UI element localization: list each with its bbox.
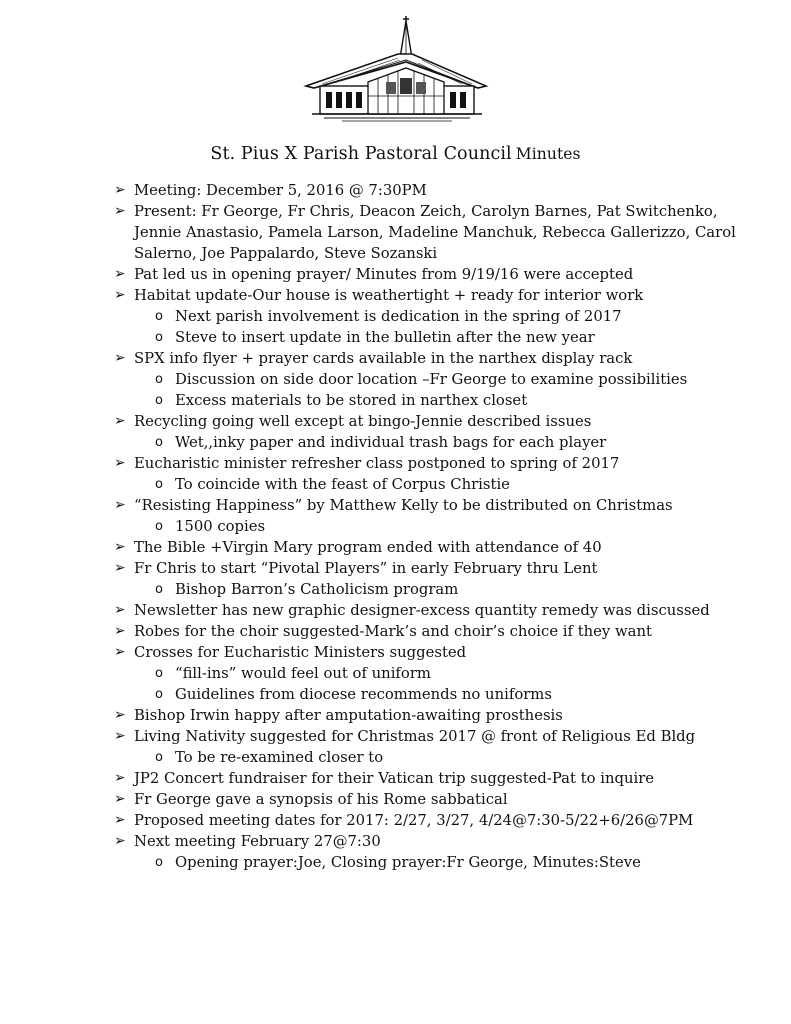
list-item-text: 1500 copies (175, 518, 266, 535)
title-suffix: Minutes (515, 145, 581, 163)
circle-bullet-icon: o (155, 750, 163, 765)
arrow-bullet-icon: ➢ (114, 350, 126, 366)
list-item-text: Recycling going well except at bingo-Jennie described issues (134, 413, 592, 430)
list-item-text: Pat led us in opening prayer/ Minutes from 9/19/16 were accepted (134, 266, 634, 283)
circle-bullet-icon: o (155, 309, 163, 324)
list-item-text: Robes for the choir suggested-Mark’s and choir’s choice if they want (134, 623, 652, 640)
arrow-bullet-icon: ➢ (114, 539, 126, 555)
list-item-text: Living Nativity suggested for Christmas 2017 @ front of Religious Ed Bldg (134, 728, 696, 745)
list-item-text: JP2 Concert fundraiser for their Vatican trip suggested-Pat to inquire (134, 770, 655, 787)
list-item-text: Jennie Anastasio, Pamela Larson, Madeline Manchuk, Rebecca Gallerizzo, Carol (134, 224, 736, 241)
list-item-text: “Resisting Happiness” by Matthew Kelly to be distributed on Christmas (134, 497, 673, 514)
circle-bullet-icon: o (155, 393, 163, 408)
list-item-text: Next meeting February 27@7:30 (134, 833, 381, 850)
church-logo (302, 16, 490, 122)
list-item-text: Salerno, Joe Pappalardo, Steve Sozanski (134, 245, 438, 262)
list-item-text: To be re-examined closer to (175, 749, 384, 766)
circle-bullet-icon: o (155, 519, 163, 534)
list-item-text: SPX info flyer + prayer cards available in the narthex display rack (134, 350, 633, 367)
arrow-bullet-icon: ➢ (114, 602, 126, 618)
list-item-text: Next parish involvement is dedication in the spring of 2017 (175, 308, 622, 325)
arrow-bullet-icon: ➢ (114, 497, 126, 513)
list-item-text: Discussion on side door location –Fr George to examine possibilities (175, 371, 688, 388)
list-item-text: Opening prayer:Joe, Closing prayer:Fr George, Minutes:Steve (175, 854, 641, 871)
circle-bullet-icon: o (155, 687, 163, 702)
list-item-text: Bishop Barron’s Catholicism program (175, 581, 459, 598)
circle-bullet-icon: o (155, 477, 163, 492)
list-item-text: Meeting: December 5, 2016 @ 7:30PM (134, 182, 427, 199)
circle-bullet-icon: o (155, 666, 163, 681)
list-item-text: The Bible +Virgin Mary program ended with attendance of 40 (134, 539, 602, 556)
circle-bullet-icon: o (155, 855, 163, 870)
list-item-text: Guidelines from diocese recommends no uniforms (175, 686, 552, 703)
arrow-bullet-icon: ➢ (114, 728, 126, 744)
arrow-bullet-icon: ➢ (114, 623, 126, 639)
arrow-bullet-icon: ➢ (114, 791, 126, 807)
arrow-bullet-icon: ➢ (114, 455, 126, 471)
arrow-bullet-icon: ➢ (114, 182, 126, 198)
arrow-bullet-icon: ➢ (114, 833, 126, 849)
list-item-text: Steve to insert update in the bulletin after the new year (175, 329, 595, 346)
list-item-text: Proposed meeting dates for 2017: 2/27, 3/27, 4/24@7:30-5/22+6/26@7PM (134, 812, 694, 829)
list-item-text: Excess materials to be stored in narthex closet (175, 392, 528, 409)
arrow-bullet-icon: ➢ (114, 644, 126, 660)
list-item-text: Habitat update-Our house is weathertight + ready for interior work (134, 287, 644, 304)
list-item-text: Newsletter has new graphic designer-excess quantity remedy was discussed (134, 602, 710, 619)
circle-bullet-icon: o (155, 435, 163, 450)
arrow-bullet-icon: ➢ (114, 287, 126, 303)
arrow-bullet-icon: ➢ (114, 560, 126, 576)
list-item-text: Eucharistic minister refresher class postponed to spring of 2017 (134, 455, 620, 472)
arrow-bullet-icon: ➢ (114, 413, 126, 429)
list-item-text: Fr George gave a synopsis of his Rome sabbatical (134, 791, 508, 808)
title-main: St. Pius X Parish Pastoral Council (210, 144, 512, 164)
circle-bullet-icon: o (155, 582, 163, 597)
list-item-text: To coincide with the feast of Corpus Christie (175, 476, 510, 493)
document-title (0, 144, 791, 164)
list-item-text: Crosses for Eucharistic Ministers suggested (134, 644, 467, 661)
arrow-bullet-icon: ➢ (114, 812, 126, 828)
arrow-bullet-icon: ➢ (114, 203, 126, 219)
list-item-text: Fr Chris to start “Pivotal Players” in early February thru Lent (134, 560, 598, 577)
list-item-text: Bishop Irwin happy after amputation-awaiting prosthesis (134, 707, 563, 724)
circle-bullet-icon: o (155, 372, 163, 387)
arrow-bullet-icon: ➢ (114, 266, 126, 282)
list-item-text: Wet,,inky paper and individual trash bags for each player (175, 434, 607, 451)
list-item-text: Present: Fr George, Fr Chris, Deacon Zeich, Carolyn Barnes, Pat Switchenko, (134, 203, 718, 220)
arrow-bullet-icon: ➢ (114, 770, 126, 786)
arrow-bullet-icon: ➢ (114, 707, 126, 723)
circle-bullet-icon: o (155, 330, 163, 345)
list-item-text: “fill-ins” would feel out of uniform (175, 665, 431, 682)
